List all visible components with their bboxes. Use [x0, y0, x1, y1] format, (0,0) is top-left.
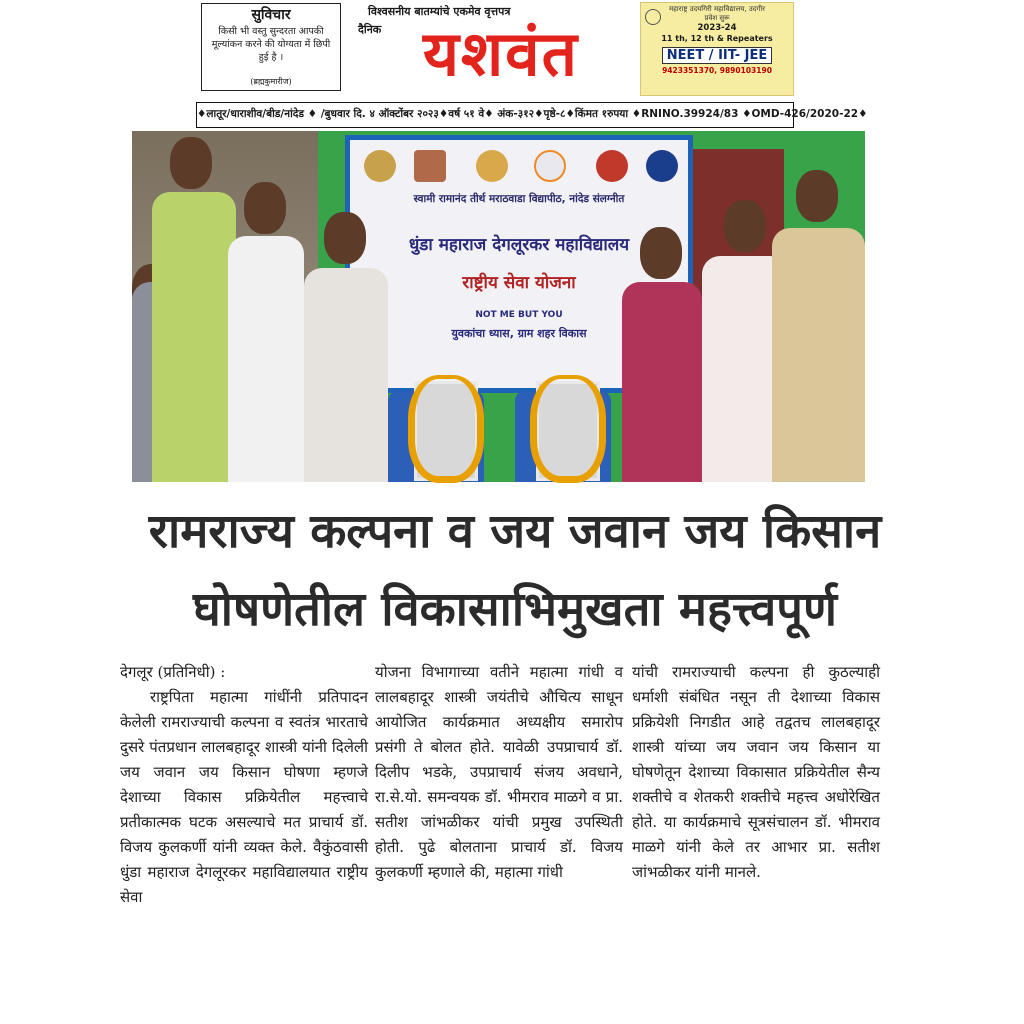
person — [618, 227, 706, 482]
article-column-2 — [375, 660, 623, 885]
ad-phone: 9423351370, 9890103190 — [662, 66, 772, 75]
headline-line-1: रामराज्य कल्पना व जय जवान जय किसान — [148, 504, 882, 559]
quote-title: सुविचार — [251, 7, 291, 23]
event-photo — [132, 131, 865, 482]
newspaper-name: यशवंत — [423, 17, 579, 90]
banner-subtitle: युवकांचा ध्यास, ग्राम शहर विकास — [451, 327, 587, 340]
banner-motto: NOT ME BUT YOU — [475, 310, 563, 320]
ad-year: 2023-24 — [697, 23, 737, 33]
thought-of-the-day-box — [201, 3, 341, 91]
article-column-1-text: राष्ट्रपिता महात्मा गांधींनी प्रतिपादन केलेली रामराज्याची कल्पना व स्वतंत्र भारताचे दुसरे पंतप्रधान लालबहादूर शास्त्री यांनी दिलेली जय जवान जय किसान घोषणा म्हणजे देशाच्या विकास प्रक्रियेतील महत्त्वाचे प्रतीकात्मक घटक असल्याचे मत प्राचार्य डॉ. विजय कुलकर्णी यांनी व्यक्त केले. वैकुंठवासी धुंडा महाराज देगलूरकर महाविद्यालयात राष्ट्रीय सेवा — [120, 688, 368, 906]
article-column-2-text: योजना विभागाच्या वतीने महात्मा गांधी व लालबहादूर शास्त्री जयंतीचे औचित्य साधून आयोजित कार्यक्रमात अध्यक्षीय समारोप प्रसंगी ते बोलत होते. यावेळी उपप्राचार्य डॉ. दिलीप भडके, उपप्राचार्य संजय अवधाने, रा.से.यो. समन्वयक डॉ. भीमराव माळगे व प्रा. सतीश जांभळीकर यांची प्रमुख उपस्थिती होती. पुढे बोलताना प्राचार्य डॉ. विजय कुलकर्णी म्हणाले की, महात्मा गांधी — [375, 663, 623, 881]
daily-label: दैनिक — [358, 23, 382, 36]
advertisement-box — [640, 2, 794, 96]
g20-logo-icon — [534, 150, 566, 182]
quote-author: (ब्रह्मकुमारीज) — [250, 77, 292, 86]
masthead-tagline: विश्वसनीय बातम्यांचे एकमेव वृत्तपत्र — [368, 5, 511, 18]
portrait-icon — [414, 150, 446, 182]
ad-classes: 11 th, 12 th & Repeaters — [661, 34, 773, 43]
banner-nss: राष्ट्रीय सेवा योजना — [462, 273, 576, 293]
banner-university: स्वामी रामानंद तीर्थ मराठवाडा विद्यापीठ, नांदेड संलग्नीत — [413, 193, 625, 205]
person — [224, 182, 308, 482]
nss-logo-icon — [646, 150, 678, 182]
ad-exam: NEET / IIT- JEE — [662, 47, 772, 64]
university-logo-icon — [364, 150, 396, 182]
article-column-3-text: यांची रामराज्याची कल्पना ही कुठल्याही धर्माशी संबंधित नसून ती देशाच्या विकास प्रक्रियेशी निगडीत आहे तद्वतच लालबहादूर शास्त्री यांच्या जय जवान जय किसान या घोषणेतून देशाच्या विकासात प्रक्रियेतील सैन्य शक्तीचे व शेतकरी शक्तीचे महत्त्व अधोरेखित होते. या कार्यक्रमाचे सूत्रसंचालन डॉ. भीमराव माळगे यांनी केले तर आभार प्रा. सतीश जांभळीकर यांनी मानले. — [632, 663, 880, 881]
quote-text: किसी भी वस्तु सुन्दरता आपकी मूल्यांकन करने की योग्यता में छिपी हुई है । — [211, 26, 331, 63]
article-headline — [120, 500, 910, 642]
article-dateline: देगलूर (प्रतिनिधी) : — [120, 663, 226, 681]
ad-college-name: महाराष्ट्र उदयगिरी महाविद्यालय, उदगीर — [668, 5, 766, 13]
ad-admission: प्रवेश सुरू — [704, 14, 730, 22]
person — [300, 212, 392, 482]
flower-garland — [408, 375, 484, 483]
person — [766, 170, 865, 482]
institution-logo-icon — [596, 150, 628, 182]
issue-dateline: ♦लातूर/धाराशीव/बीड/नांदेड ♦ /बुधवार दि. ४ ऑक्टोंबर २०२३♦वर्ष ५१ वे♦ अंक-३१२♦पृष्ठे-८♦किंमत १रुपया ♦RNINO.39924/83 ♦OMD-426/2020-22♦ — [196, 102, 794, 128]
college-logo-icon — [645, 9, 661, 25]
headline-line-2: घोषणेतील विकासाभिमुखता महत्त्वपूर्ण — [193, 582, 837, 637]
college-emblem-icon — [476, 150, 508, 182]
flower-garland — [530, 375, 606, 483]
banner-college: धुंडा महाराज देगलूरकर महाविद्यालय — [408, 235, 630, 255]
article-column-1 — [120, 660, 368, 910]
article-column-3 — [632, 660, 880, 885]
